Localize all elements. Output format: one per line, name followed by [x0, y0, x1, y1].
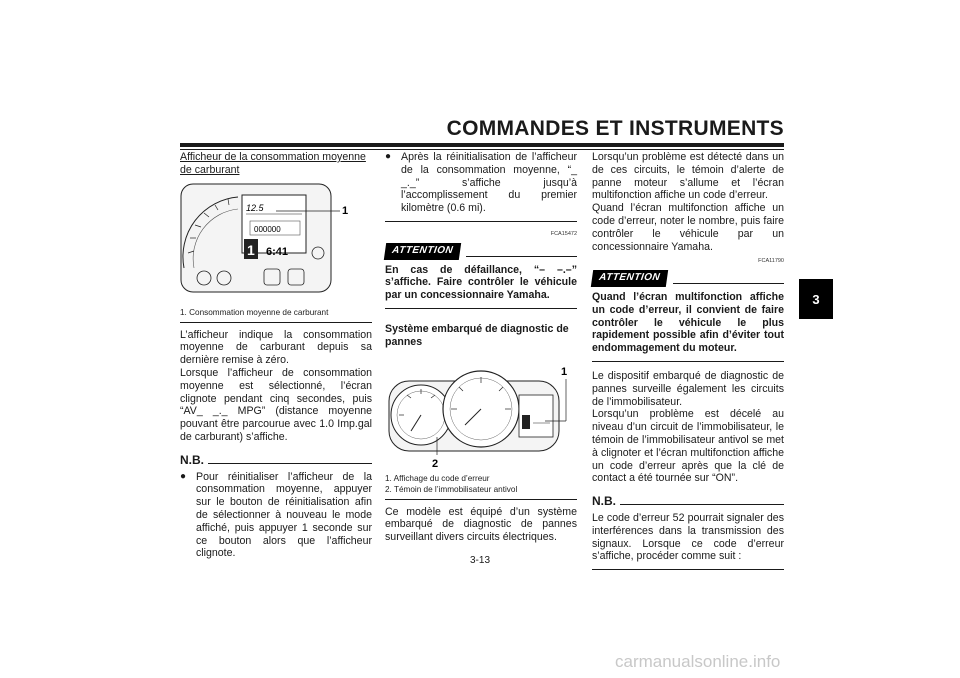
column-3 [592, 151, 784, 570]
callout-1: 1 [561, 365, 568, 378]
paragraph: Quand l’écran multifonction affiche un code d’erreur, noter le nombre, puis faire contrôler le véhicule par un concessionnaire Yamaha. [592, 202, 784, 253]
paragraph: Lorsqu’un problème est détecté dans un de ces circuits, le témoin d’alerte de panne moteur s’allume et l’écran multifonction affiche un code d’erreur. [592, 151, 784, 202]
note-bullet-text: Pour réinitialiser l’afficheur de la consommation moyenne, appuyer sur le bouton de réinitialisation afin de sélectionner à nouveau le mode affiché, puis appuyer 1 seconde sur ce bouton alors que l’afficheur clignote. [196, 470, 372, 560]
bullet-icon: ● [180, 470, 187, 482]
figure-caption: 1. Consommation moyenne de carburant [180, 307, 372, 323]
note-header [592, 495, 784, 508]
page-number: 3-13 [469, 555, 490, 566]
divider [385, 308, 577, 309]
paragraph: Lorsque l’afficheur de consommation moyenne est sélectionné, l’écran clignote pendant cinq secondes, puis “AV_ _._ MPG” (distance moyenne pouvant être parcourue avec 1.0 Imp.gal de carburant) s’affiche. [180, 366, 372, 443]
dashboard-illustration [180, 183, 372, 295]
page-title: COMMANDES ET INSTRUMENTS [446, 117, 784, 140]
header-rule [180, 143, 784, 147]
attention-code: FCA11790 [758, 258, 784, 265]
callout-2: 2 [432, 457, 439, 469]
divider [592, 361, 784, 362]
note-header [180, 454, 372, 467]
clock-readout: 6:41 [266, 245, 289, 258]
gear-readout: 1 [247, 241, 255, 258]
fuel-readout: 12.5 [246, 202, 264, 213]
chapter-tab: 3 [799, 279, 833, 319]
figure-caption: 2. Témoin de l’immobilisateur antivol [385, 484, 577, 500]
attention-code: FCA15472 [550, 230, 577, 237]
callout-1: 1 [342, 204, 349, 217]
column-2 [385, 151, 577, 544]
attention-box [385, 228, 577, 309]
divider [592, 569, 784, 570]
dashboard-illustration [385, 365, 577, 469]
section-heading-diagnostic: Système embarqué de diagnostic de pannes [385, 322, 569, 348]
paragraph: Lorsqu’un problème est décelé au niveau d’un circuit de l’immobilisateur, le témoin de l’immobilisateur antivol se met à clignoter et l’écran multifonction affiche un code d’erreur après que la clé de contact a été tournée sur “ON”. [592, 408, 784, 485]
attention-badge: ATTENTION [591, 270, 668, 287]
figure-dashboard-diagnostic [385, 365, 577, 469]
column-1 [180, 151, 372, 560]
bullet-icon: ● [385, 151, 392, 162]
attention-text: En cas de défaillance, “– –.–” s’affiche. Faire contrôler le véhicule par un concessionnaire Yamaha. [385, 263, 577, 302]
header-rule-thin [180, 149, 784, 150]
note-text: Le code d’erreur 52 pourrait signaler des interférences dans la transmission des signaux. Lorsque ce code d’erreur s’affiche, procéder comme suit : [592, 511, 784, 563]
paragraph: L’afficheur indique la consommation moyenne de carburant depuis sa dernière remise à zéro. [180, 328, 372, 367]
divider [385, 221, 577, 222]
paragraph: Le dispositif embarqué de diagnostic de pannes surveille également les circuits de l’immobilisateur. [592, 369, 784, 408]
note-bullet [385, 151, 577, 215]
paragraph: Ce modèle est équipé d’un système embarqué de diagnostic de pannes surveillant divers circuits électriques. [385, 505, 577, 544]
note-bullet-text: Après la réinitialisation de l’afficheur de la consommation moyenne, “_ _._” s’affiche jusqu’à l’accomplissement du premier kilomètre (0.6 mi). [401, 151, 577, 215]
odometer-readout: 000000 [254, 224, 281, 234]
watermark: carmanualsonline.info [615, 652, 781, 671]
note-bullet [180, 471, 372, 561]
attention-badge: ATTENTION [384, 243, 461, 260]
note-label: N.B. [180, 452, 204, 467]
note-label: N.B. [592, 494, 616, 509]
attention-box [592, 255, 784, 362]
section-heading-fuel-consumption: Afficheur de la consommation moyenne de carburant [180, 151, 366, 176]
figure-dashboard-fuel [180, 183, 372, 295]
figure-caption: 1. Affichage du code d’erreur [385, 473, 490, 483]
attention-text: Quand l’écran multifonction affiche un code d’erreur, il convient de faire contrôler le véhicule le plus rapidement possible afin d’éviter tout endommagement du moteur. [592, 290, 784, 355]
